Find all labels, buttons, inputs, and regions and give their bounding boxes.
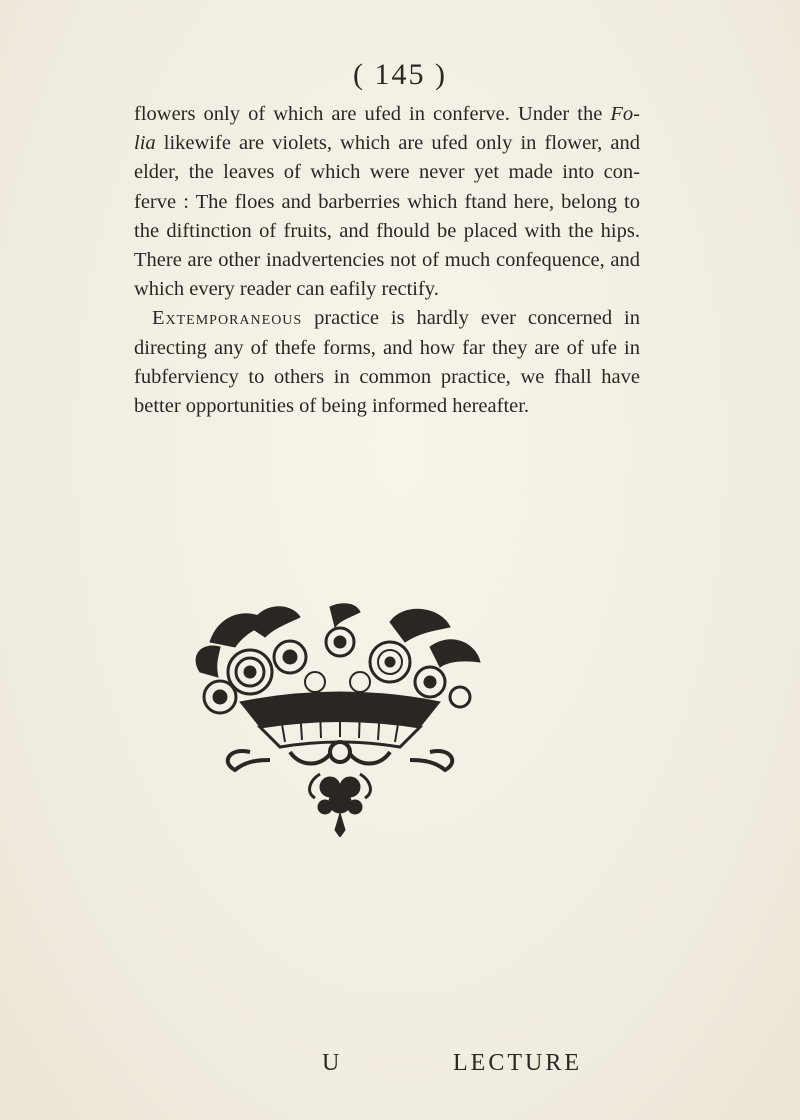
text-line: directing any of thefe forms, and how far they are of ufe in	[134, 336, 640, 359]
page-number: ( 145 )	[353, 58, 447, 91]
catchword: LECTURE	[453, 1050, 582, 1076]
floral-basket-ornament-icon	[190, 602, 490, 837]
text-line: lia likewife are violets, which are ufed only in flower, and	[134, 132, 641, 155]
text-line: ferve : The floes and barberries which ftand here, belong to	[134, 190, 640, 213]
text-line: better opportunities of being informed hereafter.	[134, 395, 530, 418]
body-text	[134, 100, 640, 421]
text-line: There are other inadvertencies not of much confequence, and	[134, 249, 640, 272]
text-line: the diftinction of fruits, and fhould be placed with the hips.	[134, 219, 640, 242]
text-line: which every reader can eafily rectify.	[134, 278, 439, 301]
text-line: fubferviency to others in common practice, we fhall have	[134, 365, 640, 388]
signature-mark: U	[322, 1050, 340, 1076]
text-line: Extemporaneous practice is hardly ever concerned in	[152, 307, 640, 330]
text-line: flowers only of which are ufed in conferve. Under the Fo-	[134, 103, 640, 125]
text-line: elder, the leaves of which were never yet made into con-	[134, 161, 640, 184]
